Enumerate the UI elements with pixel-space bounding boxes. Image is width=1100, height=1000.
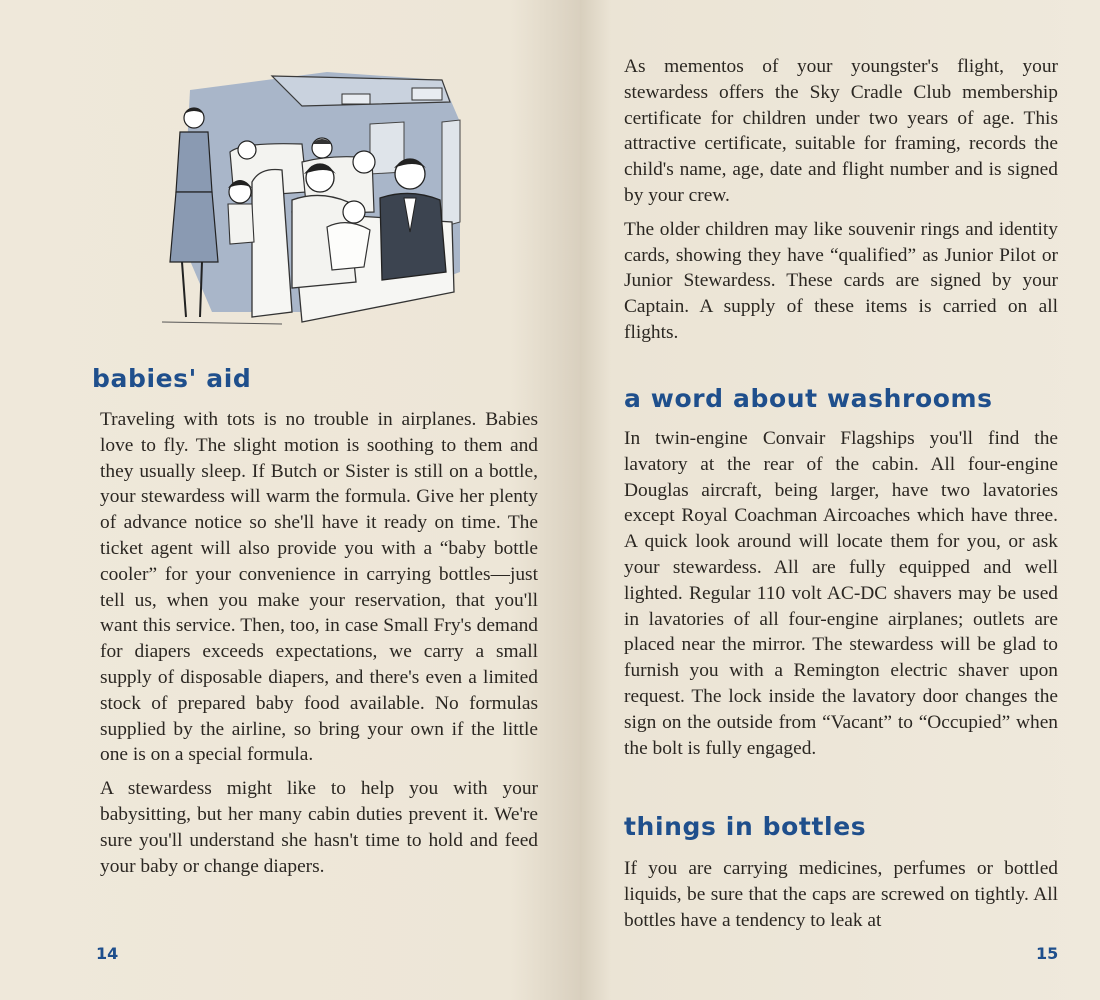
washrooms-body — [624, 426, 1058, 761]
washrooms-heading: a word about washrooms — [624, 384, 993, 413]
babies-aid-paragraph-1: Traveling with tots is no trouble in airplanes. Babies love to fly. The slight motion is soothing to them and they usually sleep. If Butch or Sister is still on a bottle, your stewardess will warm the formula. Give her plenty of advance notice so she'll have it ready on time. The ticket agent will also provide you with a “baby bottle cooler” for your convenience in carrying bottles—just tell us, when you make your reservation, that you'll want this service. Then, too, in case Small Fry's demand for diapers exceeds expectations, we carry a small supply of disposable diapers, and there's even a limited stock of prepared baby food available. No formulas supplied by the airline, so bring your own if the little one is on a special formula. — [100, 409, 538, 766]
mementos-paragraph-2: The older children may like souvenir rings and identity cards, showing they have “qualified” as Junior Pilot or Junior Stewardess. These cards are signed by your Captain. A supply of these items is carried on all flights. — [624, 218, 1058, 343]
babies-aid-heading: babies' aid — [92, 364, 252, 393]
washrooms-paragraph: In twin-engine Convair Flagships you'll find the lavatory at the rear of the cabin. All four-engine Douglas aircraft, being larger, have two lavatories except Royal Coachman Aircoaches which have three. A quick look around will locate them for you, or ask your stewardess. All are fully equipped and well lighted. Regular 110 volt AC-DC shavers may be used in lavatories of all four-engine airplanes; outlets are placed near the mirror. The stewardess will be glad to furnish you with a Remington electric shaver upon request. The lock inside the lavatory door changes the sign on the outside from “Vacant” to “Occupied” when the bolt is fully engaged. — [624, 428, 1058, 759]
page-number-left: 14 — [96, 944, 119, 963]
bottles-body — [624, 856, 1058, 933]
page-number-right: 15 — [1036, 944, 1059, 963]
right-page — [580, 0, 1100, 1000]
mementos-body — [624, 54, 1058, 346]
mementos-paragraph-1: As mementos of your youngster's flight, your stewardess offers the Sky Cradle Club membership certificate for children under two years of age. This attractive certificate, suitable for framing, records the child's name, age, date and flight number and is signed by your crew. — [624, 56, 1058, 206]
babies-aid-body — [100, 407, 538, 879]
cabin-illustration — [142, 62, 472, 342]
babies-aid-paragraph-2: A stewardess might like to help you with your babysitting, but her many cabin duties prevent it. We're sure you'll understand she hasn't time to hold and feed your baby or change diapers. — [100, 778, 538, 877]
bottles-heading: things in bottles — [624, 812, 867, 841]
bottles-paragraph: If you are carrying medicines, perfumes or bottled liquids, be sure that the caps are screwed on tightly. All bottles have a tendency to leak at — [624, 858, 1058, 931]
